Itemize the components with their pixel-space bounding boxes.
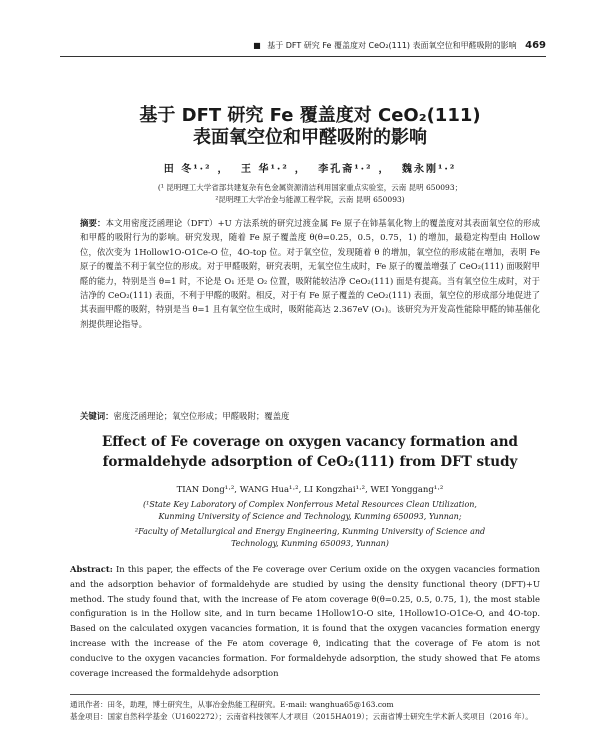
english-abstract (70, 562, 540, 680)
footnote (70, 694, 540, 723)
footnote-line-2: 基金项目：国家自然科学基金（U1602272）；云南省科技领军人才项目（2015HA019）；云南省博士研究生学术新人奖项目（2016 年）。 (70, 712, 533, 721)
chinese-author: 王 华¹·² (241, 164, 289, 175)
chinese-author: 魏永刚¹·² (401, 164, 457, 175)
english-affiliation-2-line-2: Technology, Kunming 650093, Yunnan) (231, 539, 389, 548)
english-abstract-label: Abstract: (70, 564, 113, 574)
page-number: 469 (525, 40, 546, 51)
chinese-title-line-1: 基于 DFT 研究 Fe 覆盖度对 CeO₂(111) (139, 105, 481, 126)
chinese-keywords-label: 关键词： (80, 411, 114, 421)
english-affiliation-2 (80, 526, 540, 550)
english-affiliation-2-line-1: ²Faculty of Metallurgical and Energy Engineering, Kunming University of Science and (134, 527, 486, 536)
chinese-author: 李孔斋¹·² (318, 164, 373, 175)
footnote-line-1: 通讯作者：田冬，助理，博士研究生，从事冶金热能工程研究。E-mail: wanghua65@163.com (70, 700, 394, 709)
chinese-keywords-text: 密度泛函理论；氧空位形成；甲醛吸附；覆盖度 (113, 411, 290, 421)
english-abstract-text: In this paper, the effects of the Fe coverage over Cerium oxide on the oxygen vacancies formation and the adsorption behavior of formaldehyde are studied by using the density functional theory (DFT)+U method. The study found that, with the increase of Fe atom coverage θ(θ=0.25, 0.5, 0.75, 1), the most stable configuration is in the Hollow site, and in turn became 1Hollow1O-O site, 1Hollow1O-O1Ce-O, and 4O-top. Based on the calculated oxygen vacancies formation, it is found that the oxygen vacancies formation energy increase with the increase of the Fe atom coverage θ, indicating that the coverage of Fe atom is not conducive to the oxygen vacancies formation. For formaldehyde adsorption, the study showed that Fe atoms coverage increased the formaldehyde adsorption (70, 564, 540, 678)
english-title (60, 432, 560, 472)
running-head-title: 基于 DFT 研究 Fe 覆盖度对 CeO₂(111) 表面氧空位和甲醛吸附的影响 (267, 41, 517, 50)
chinese-abstract-text: 本文用密度泛函理论（DFT）+U 方法系统的研究过渡金属 Fe 原子在铈基氧化物上的覆盖度对其表面氧空位的形成和甲醛的吸附行为的影响。研究发现，随着 Fe 原子覆盖度 θ(θ=0.25，0.5，0.75，1) 的增加，最稳定构型由 Hollow 位，依次变为 1Hollow1O-O1Ce-O 位，4O-top 位。对于氧空位，发现随着 θ 的增加，氧空位的形成能在增加，表明 Fe 原子的覆盖不利于氧空位的形成。对于甲醛吸附，研究表明，无氧空位生成时，Fe 原子的覆盖增强了 CeO₂(111) 面吸附甲醛的能力，特别是当 θ=1 时，不论是 O₁ 还是 O₂ 位置，吸附能较洁净 CeO₂(111) 面是有提高。当有氧空位生成时，对于洁净的 CeO₂(111) 表面，不利于甲醛的吸附。相反，对于有 Fe 原子覆盖的 CeO₂(111) 表面，氧空位的形成部分地促进了其表面甲醛的吸附，特别是当 θ=1 且有氧空位生成时，吸附能高达 2.367eV (O₁)。该研究为开发高性能除甲醛的铈基催化剂提供理论指导。 (80, 218, 541, 329)
chinese-affiliation-1: (¹ 昆明理工大学省部共建复杂有色金属资源清洁利用国家重点实验室，云南 昆明 650093； (157, 183, 463, 192)
english-title-line-1: Effect of Fe coverage on oxygen vacancy formation and (102, 434, 518, 450)
chinese-abstract-label: 摘要： (80, 218, 106, 228)
running-head (60, 40, 546, 57)
english-affiliation-1-line-2: Kunming University of Science and Technology, Kunming 650093, Yunnan; (158, 512, 462, 521)
running-head-marker: ■ (253, 41, 261, 50)
chinese-title (60, 105, 560, 149)
chinese-affiliation-2: ²昆明理工大学冶金与能源工程学院，云南 昆明 650093) (215, 195, 405, 204)
chinese-keywords (80, 410, 540, 422)
chinese-abstract (80, 216, 540, 331)
english-affiliation-1-line-1: (¹State Key Laboratory of Complex Nonferrous Metal Resources Clean Utilization, (143, 500, 477, 509)
chinese-title-line-2: 表面氧空位和甲醛吸附的影响 (193, 127, 427, 148)
chinese-authors: 田 冬¹·² ， 王 华¹·² ， 李孔斋¹·² ， 魏永刚¹·² (163, 164, 457, 175)
english-authors: TIAN Dong¹·², WANG Hua¹·², LI Kongzhai¹·², WEI Yonggang¹·² (176, 485, 444, 495)
english-title-line-2: formaldehyde adsorption of CeO₂(111) from DFT study (102, 454, 518, 470)
english-affiliation-1 (80, 499, 540, 523)
chinese-author: 田 冬¹·² (163, 164, 212, 175)
